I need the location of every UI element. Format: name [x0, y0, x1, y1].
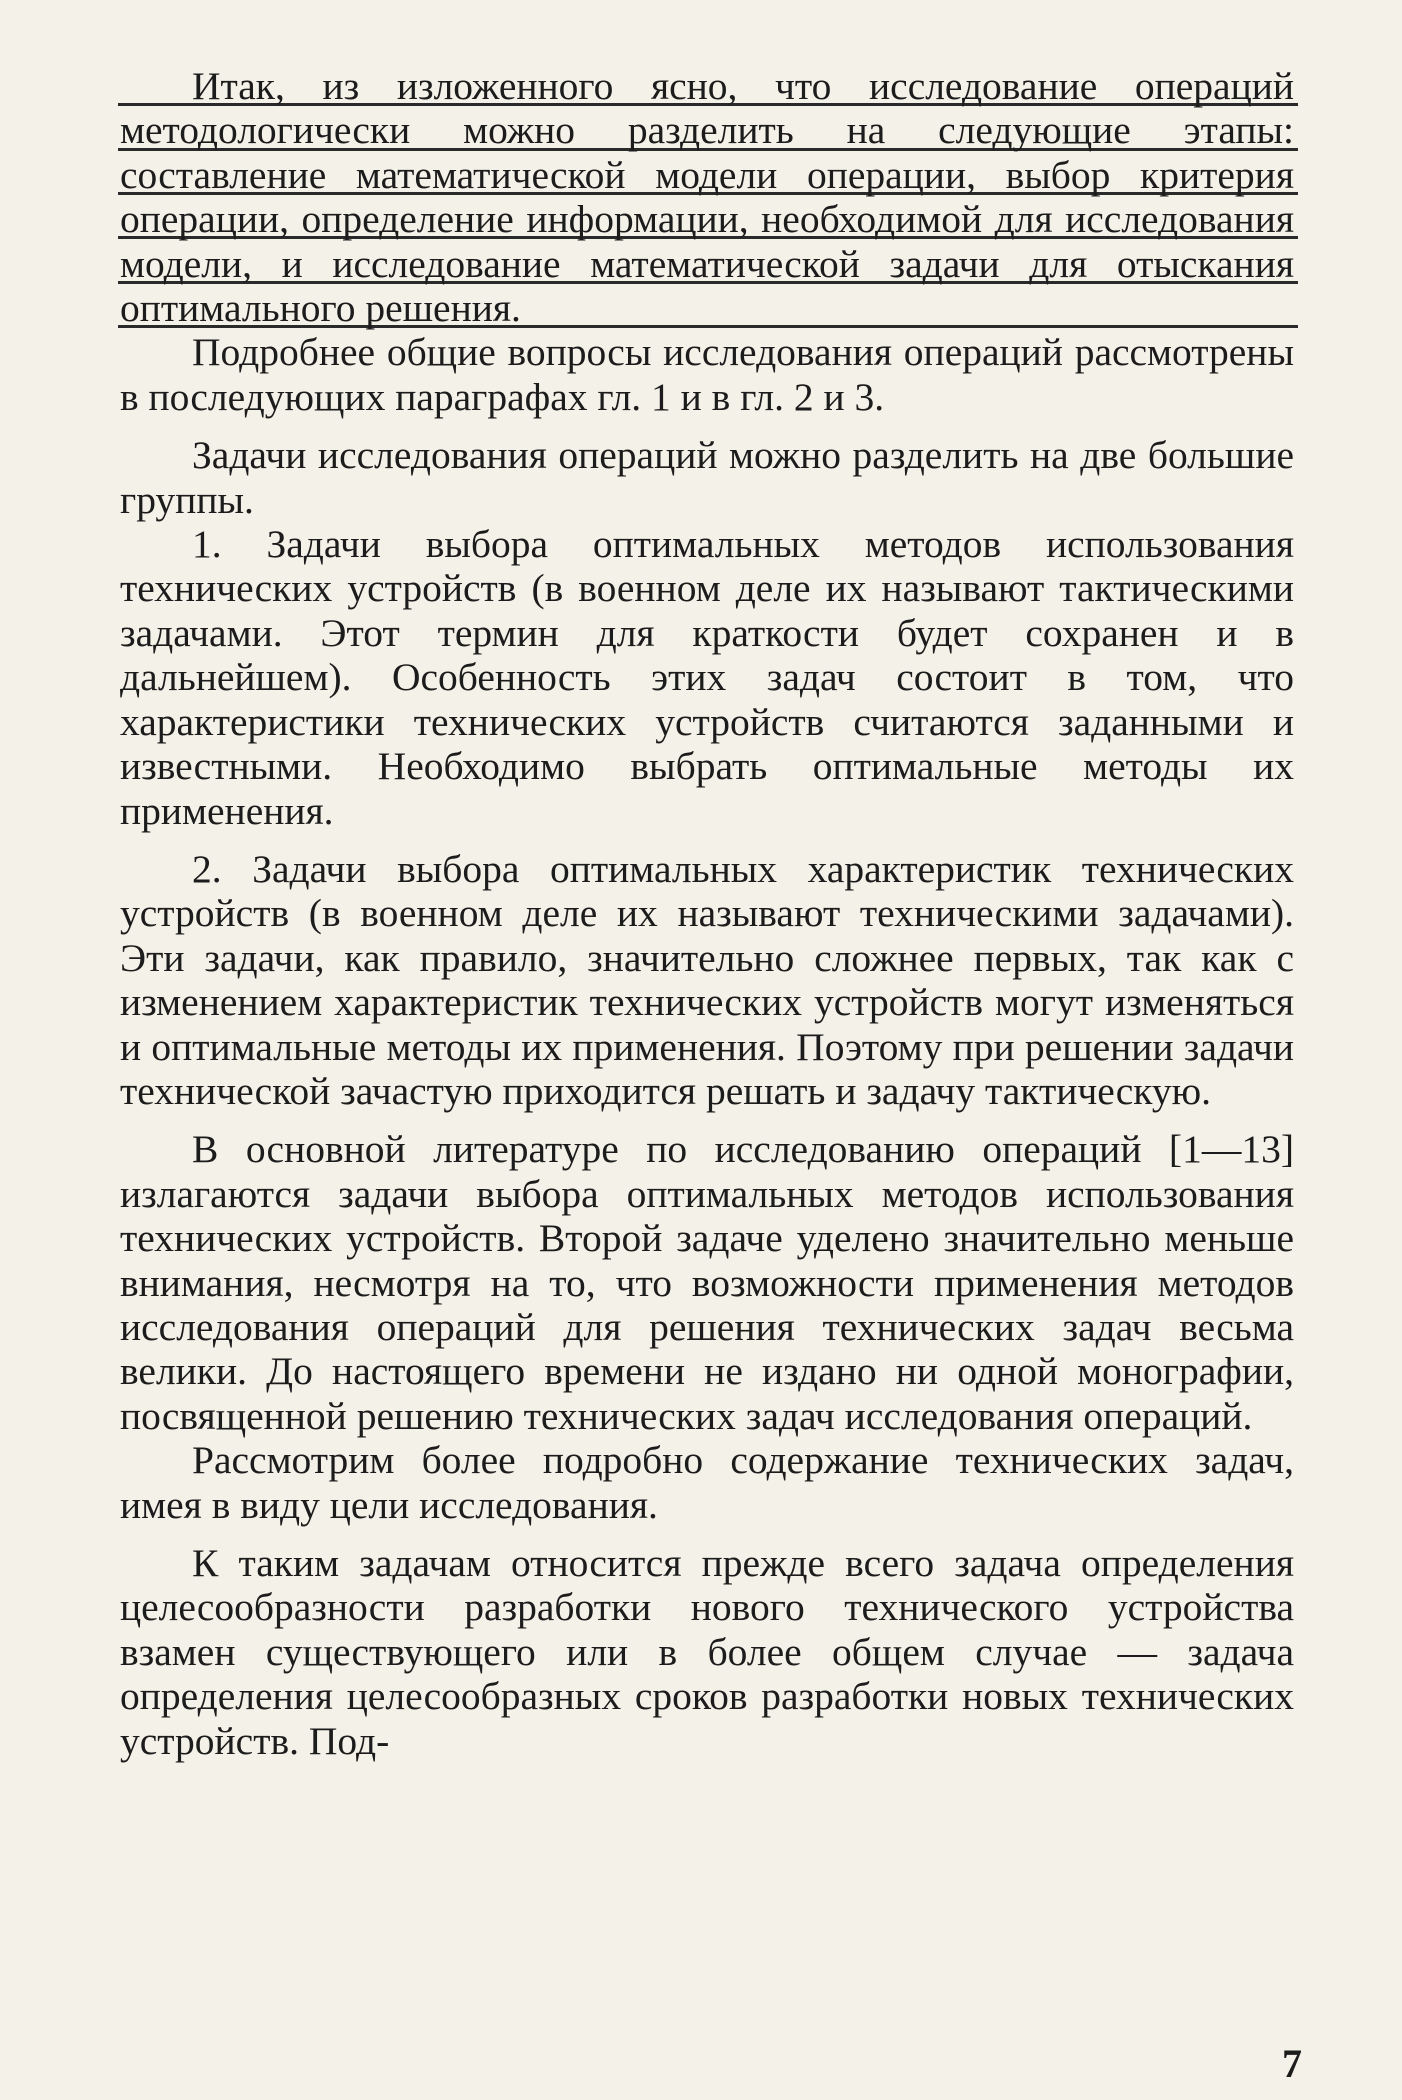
paragraph-3: Задачи исследования операций можно разделить на две большие группы.: [120, 433, 1294, 522]
page-number: 7: [1282, 2041, 1302, 2086]
paragraph-5: 2. Задачи выбора оптимальных характеристик технических устройств (в военном деле их называют техническими задачами). Эти задачи, как правило, значительно сложнее первых, так как с изменением характеристик технических устройств могут изменяться и оптимальные методы их применения. Поэтому при решении задачи технической зачастую приходится решать и задачу тактическую.: [120, 846, 1294, 1113]
paragraph-2: Подробнее общие вопросы исследования операций рассмотрены в последующих параграфах гл. 1 и в гл. 2 и 3.: [120, 330, 1294, 419]
body-text: [120, 64, 1294, 1763]
paragraph-8: К таким задачам относится прежде всего задача определения целесообразности разработки нового технического устройства взамен существующего или в более общем случае — задача определения целесообразных сроков разработки новых технических устройств. Под-: [120, 1541, 1294, 1763]
paragraph-6: В основной литературе по исследованию операций [1—13] излагаются задачи выбора оптимальных методов использования технических устройств. Второй задаче уделено значительно меньше внимания, несмотря на то, что возможности применения методов исследования операций для решения технических задач весьма велики. До настоящего времени не издано ни одной монографии, посвященной решению технических задач исследования операций.: [120, 1127, 1294, 1438]
paragraph-1: Итак, из изложенного ясно, что исследование операций методологически можно разделить на следующие этапы: составление математической модели операции, выбор критерия операции, определение информации, необходимой для исследования модели, и исследование математической задачи для отыскания оптимального решения.: [120, 64, 1294, 331]
paragraph-7: Рассмотрим более подробно содержание технических задач, имея в виду цели исследования.: [120, 1438, 1294, 1527]
paragraph-4: 1. Задачи выбора оптимальных методов использования технических устройств (в военном деле их называют тактическими задачами. Этот термин для краткости будет сохранен и в дальнейшем). Особенность этих задач состоит в том, что характеристики технических устройств считаются заданными и известными. Необходимо выбрать оптимальные методы их применения.: [120, 522, 1294, 833]
